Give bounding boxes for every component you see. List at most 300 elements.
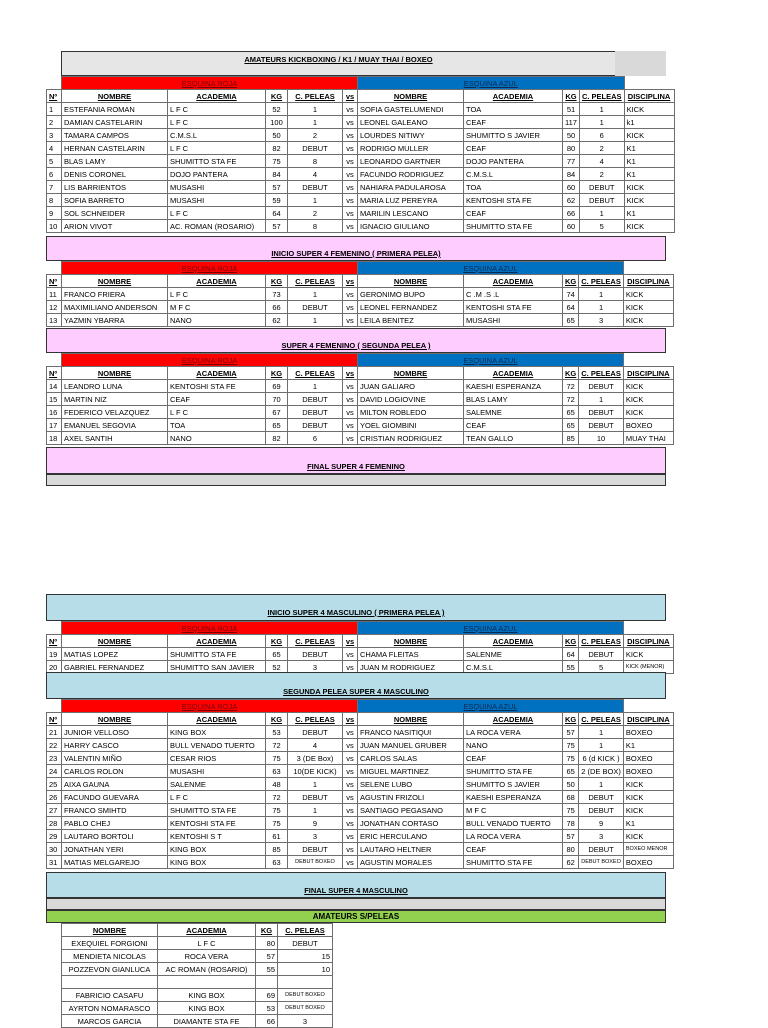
header-row xyxy=(47,90,675,103)
bottom-gray-bar-1 xyxy=(46,474,666,486)
col-fights-blue: C. PELEAS xyxy=(579,635,624,648)
vs-label: vs xyxy=(343,726,358,739)
fighter-name: AYRTON NOMARASCO xyxy=(62,1002,158,1015)
red-weight: 52 xyxy=(266,103,288,116)
blue-academy: TOA xyxy=(464,181,563,194)
section-title-fem-2: SUPER 4 FEMENINO ( SEGUNDA PELEA ) xyxy=(46,328,666,353)
col-academy-blue: ACADEMIA xyxy=(464,635,563,648)
red-weight: 84 xyxy=(266,168,288,181)
red-fights: 1 xyxy=(288,288,343,301)
vs-label: vs xyxy=(343,142,358,155)
blue-fights: 1 xyxy=(579,726,624,739)
blue-academy: LA ROCA VERA xyxy=(464,726,563,739)
blue-fights: 10 xyxy=(579,432,624,445)
col-discipline: DISCIPLINA xyxy=(623,275,673,288)
red-fighter-name: AXEL SANTIH xyxy=(62,432,168,445)
red-fights: DEBUT xyxy=(288,791,343,804)
table-row xyxy=(47,752,674,765)
blue-academy: CEAF xyxy=(464,419,563,432)
bout-number: 20 xyxy=(47,661,62,674)
blue-academy: C.M.S.L xyxy=(464,661,563,674)
blue-weight: 65 xyxy=(563,765,579,778)
red-weight: 67 xyxy=(266,406,288,419)
vs-label: vs xyxy=(343,380,358,393)
blue-academy: SHUMITTO S JAVIER xyxy=(464,129,563,142)
red-weight: 65 xyxy=(266,648,288,661)
col-discipline: DISCIPLINA xyxy=(624,90,674,103)
blue-fighter-name: NAHIARA PADULAROSA xyxy=(358,181,464,194)
col-academy-blue: ACADEMIA xyxy=(464,275,563,288)
red-academy: L F C xyxy=(168,207,266,220)
col-academy: ACADEMIA xyxy=(168,275,266,288)
table-row xyxy=(47,142,675,155)
col-name: NOMBRE xyxy=(62,90,168,103)
vs-label: vs xyxy=(343,804,358,817)
col-vs: vs xyxy=(343,90,358,103)
table-row xyxy=(47,791,674,804)
col-kg: KG xyxy=(266,635,288,648)
red-fights: 4 xyxy=(288,739,343,752)
discipline: KICK xyxy=(623,830,673,843)
table-row xyxy=(47,843,674,856)
header-row xyxy=(47,713,674,726)
blue-academy: C.M.S.L xyxy=(464,168,563,181)
table-row xyxy=(47,168,675,181)
red-fights: 1 xyxy=(288,103,343,116)
col-fights: C. PELEAS xyxy=(278,924,333,937)
blue-fights: 2 xyxy=(579,168,624,181)
col-academy: ACADEMIA xyxy=(168,635,266,648)
discipline: K1 xyxy=(623,817,673,830)
red-weight: 57 xyxy=(266,220,288,233)
red-fighter-name: ARION VIVOT xyxy=(62,220,168,233)
blue-fighter-name: CARLOS SALAS xyxy=(358,752,464,765)
red-fighter-name: GABRIEL FERNANDEZ xyxy=(62,661,168,674)
blue-weight: 72 xyxy=(563,393,579,406)
red-weight: 75 xyxy=(266,752,288,765)
vs-label: vs xyxy=(343,843,358,856)
col-vs: vs xyxy=(343,713,358,726)
fights xyxy=(278,976,333,989)
blue-fighter-name: AGUSTIN MORALES xyxy=(358,856,464,869)
weight: 80 xyxy=(256,937,278,950)
discipline: BOXEO xyxy=(623,726,673,739)
blue-academy: SHUMITTO STA FE xyxy=(464,220,563,233)
red-academy: MUSASHI xyxy=(168,194,266,207)
blue-fights: 6 xyxy=(579,129,624,142)
vs-label: vs xyxy=(343,194,358,207)
bout-number: 13 xyxy=(47,314,62,327)
col-vs: vs xyxy=(343,367,358,380)
discipline: KICK xyxy=(623,804,673,817)
col-fights-blue: C. PELEAS xyxy=(579,713,624,726)
blue-weight: 75 xyxy=(563,739,579,752)
bout-number: 30 xyxy=(47,843,62,856)
blue-fights: 1 xyxy=(579,739,624,752)
red-fighter-name: YAZMIN YBARRA xyxy=(62,314,168,327)
discipline: K1 xyxy=(624,142,674,155)
list-item xyxy=(62,937,333,950)
blue-fights: 1 xyxy=(579,301,624,314)
red-fights: 4 xyxy=(288,168,343,181)
bout-number: 1 xyxy=(47,103,62,116)
blue-fights: 1 xyxy=(579,103,624,116)
blue-fighter-name: JONATHAN CORTASO xyxy=(358,817,464,830)
vs-label: vs xyxy=(343,168,358,181)
bout-number: 4 xyxy=(47,142,62,155)
red-fights: 1 xyxy=(288,314,343,327)
bout-number: 7 xyxy=(47,181,62,194)
section-amateurs xyxy=(46,76,675,233)
red-fights: 8 xyxy=(288,155,343,168)
col-name: NOMBRE xyxy=(62,635,168,648)
red-fights: 1 xyxy=(288,778,343,791)
blue-weight: 78 xyxy=(563,817,579,830)
blue-weight: 62 xyxy=(563,856,579,869)
bout-number: 24 xyxy=(47,765,62,778)
bouts-table-4 xyxy=(46,621,674,674)
red-academy: L F C xyxy=(168,103,266,116)
red-fighter-name: DAMIAN CASTELARIN xyxy=(62,116,168,129)
red-weight: 64 xyxy=(266,207,288,220)
blue-fights: 3 xyxy=(579,830,624,843)
blue-academy: LA ROCA VERA xyxy=(464,830,563,843)
list-item xyxy=(62,989,333,1002)
col-name: NOMBRE xyxy=(62,275,168,288)
vs-label: vs xyxy=(343,207,358,220)
red-academy: SALENME xyxy=(168,778,266,791)
col-academy: ACADEMIA xyxy=(158,924,256,937)
corner-row xyxy=(47,700,674,713)
blue-fighter-name: FRANCO NASITIQUI xyxy=(358,726,464,739)
col-num: Nº xyxy=(47,635,62,648)
blue-fighter-name: SELENE LUBO xyxy=(358,778,464,791)
bout-number: 18 xyxy=(47,432,62,445)
red-weight: 75 xyxy=(266,817,288,830)
bout-number: 29 xyxy=(47,830,62,843)
col-academy-blue: ACADEMIA xyxy=(464,713,563,726)
blue-academy: KAESHI ESPERANZA xyxy=(464,791,563,804)
red-fighter-name: VALENTIN MIÑO xyxy=(62,752,168,765)
blue-fighter-name: GERONIMO BUPO xyxy=(358,288,464,301)
blue-fights: 9 xyxy=(579,817,624,830)
table-row xyxy=(47,393,674,406)
blue-weight: 57 xyxy=(563,726,579,739)
blue-fights: 2 xyxy=(579,142,624,155)
blue-academy: TEAN GALLO xyxy=(464,432,563,445)
blue-corner-label: ESQUINA AZUL xyxy=(358,77,625,90)
academy: AC ROMAN (ROSARIO) xyxy=(158,963,256,976)
red-fights: 2 xyxy=(288,129,343,142)
table-row xyxy=(47,726,674,739)
red-academy: DOJO PANTERA xyxy=(168,168,266,181)
red-fighter-name: TAMARA CAMPOS xyxy=(62,129,168,142)
red-fights: DEBUT xyxy=(288,301,343,314)
table-row xyxy=(47,314,674,327)
table-row xyxy=(47,739,674,752)
blue-weight: 77 xyxy=(563,155,580,168)
discipline: KICK (MENOR) xyxy=(623,661,673,674)
col-discipline: DISCIPLINA xyxy=(623,367,673,380)
col-fights: C. PELEAS xyxy=(288,713,343,726)
table-row xyxy=(47,406,674,419)
col-num: Nº xyxy=(47,275,62,288)
blue-fights: 1 xyxy=(579,116,624,129)
blue-fights: DEBUT xyxy=(579,380,624,393)
discipline: KICK xyxy=(623,288,673,301)
table-row xyxy=(47,778,674,791)
table-row xyxy=(47,116,675,129)
blue-academy: KENTOSHI STA FE xyxy=(464,194,563,207)
col-kg-blue: KG xyxy=(563,367,579,380)
table-row xyxy=(47,301,674,314)
red-fighter-name: MATIAS MELGAREJO xyxy=(62,856,168,869)
red-fights: 1 xyxy=(288,194,343,207)
section-masc-1 xyxy=(46,621,674,674)
blue-academy: SALENME xyxy=(464,648,563,661)
discipline: k1 xyxy=(624,116,674,129)
red-fights: 1 xyxy=(288,380,343,393)
list-item xyxy=(62,1015,333,1028)
red-fights: 2 xyxy=(288,207,343,220)
col-academy: ACADEMIA xyxy=(168,90,266,103)
discipline: K1 xyxy=(624,155,674,168)
col-vs: vs xyxy=(343,275,358,288)
blue-weight: 80 xyxy=(563,843,579,856)
table-row xyxy=(47,220,675,233)
table-row xyxy=(47,103,675,116)
table-row xyxy=(47,181,675,194)
discipline: KICK xyxy=(624,103,674,116)
blue-fighter-name: IGNACIO GIULIANO xyxy=(358,220,464,233)
table-row xyxy=(47,207,675,220)
blue-academy: KAESHI ESPERANZA xyxy=(464,380,563,393)
vs-label: vs xyxy=(343,155,358,168)
red-fights: 1 xyxy=(288,804,343,817)
bout-number: 6 xyxy=(47,168,62,181)
blue-fights: DEBUT xyxy=(579,194,624,207)
blue-academy: MUSASHI xyxy=(464,314,563,327)
blue-fighter-name: LEILA BENITEZ xyxy=(358,314,464,327)
col-kg: KG xyxy=(266,90,288,103)
blue-academy: SHUMITTO S JAVIER xyxy=(464,778,563,791)
amateurs-table xyxy=(61,923,333,1028)
red-fighter-name: HARRY CASCO xyxy=(62,739,168,752)
blue-academy: SALEMNE xyxy=(464,406,563,419)
blue-fights: 1 xyxy=(579,207,624,220)
red-fighter-name: MAXIMILIANO ANDERSON xyxy=(62,301,168,314)
blue-weight: 51 xyxy=(563,103,580,116)
table-row xyxy=(47,129,675,142)
blue-fighter-name: RODRIGO MULLER xyxy=(358,142,464,155)
corner-row xyxy=(47,622,674,635)
col-fights-blue: C. PELEAS xyxy=(579,90,624,103)
col-kg-blue: KG xyxy=(563,713,579,726)
blue-corner-label: ESQUINA AZUL xyxy=(358,700,624,713)
bout-number: 21 xyxy=(47,726,62,739)
bouts-table-5 xyxy=(46,699,674,869)
red-academy: SHUMITTO STA FE xyxy=(168,804,266,817)
red-weight: 61 xyxy=(266,830,288,843)
blue-fights: DEBUT xyxy=(579,406,624,419)
blue-academy: CEAF xyxy=(464,843,563,856)
blue-fights: DEBUT BOXEO xyxy=(579,856,624,869)
red-fighter-name: SOL SCHNEIDER xyxy=(62,207,168,220)
blue-fighter-name: LOURDES NITIWY xyxy=(358,129,464,142)
red-fights: DEBUT xyxy=(288,181,343,194)
blue-academy: M F C xyxy=(464,804,563,817)
table-row xyxy=(47,288,674,301)
red-corner-label: ESQUINA ROJA xyxy=(62,77,358,90)
red-academy: SHUMITTO SAN JAVIER xyxy=(168,661,266,674)
table-row xyxy=(47,155,675,168)
section-title-masc-2: SEGUNDA PELEA SUPER 4 MASCULINO xyxy=(46,672,666,699)
bout-number: 16 xyxy=(47,406,62,419)
weight xyxy=(256,976,278,989)
discipline: BOXEO xyxy=(623,856,673,869)
vs-label: vs xyxy=(343,301,358,314)
blue-academy: TOA xyxy=(464,103,563,116)
blue-fights: DEBUT xyxy=(579,648,624,661)
fighter-name: POZZEVON GIANLUCA xyxy=(62,963,158,976)
red-weight: 85 xyxy=(266,843,288,856)
red-fighter-name: DENIS CORONEL xyxy=(62,168,168,181)
red-academy: MUSASHI xyxy=(168,181,266,194)
blue-fighter-name: JUAN M RODRIGUEZ xyxy=(358,661,464,674)
vs-label: vs xyxy=(343,765,358,778)
col-num: Nº xyxy=(47,90,62,103)
red-fighter-name: LEANDRO LUNA xyxy=(62,380,168,393)
blue-weight: 68 xyxy=(563,791,579,804)
bout-number: 8 xyxy=(47,194,62,207)
blue-fighter-name: LEONEL GALEANO xyxy=(358,116,464,129)
red-fights: DEBUT BOXEO xyxy=(288,856,343,869)
section-title-fem-1: INICIO SUPER 4 FEMENINO ( PRIMERA PELEA) xyxy=(46,236,666,261)
blue-weight: 60 xyxy=(563,220,580,233)
discipline: KICK xyxy=(623,778,673,791)
blue-fights: 2 (DE BOX) xyxy=(579,765,624,778)
blue-weight: 75 xyxy=(563,804,579,817)
red-corner-label: ESQUINA ROJA xyxy=(62,622,358,635)
section-masc-2 xyxy=(46,699,674,869)
vs-label: vs xyxy=(343,406,358,419)
red-weight: 100 xyxy=(266,116,288,129)
red-weight: 63 xyxy=(266,856,288,869)
col-kg: KG xyxy=(266,367,288,380)
discipline: K1 xyxy=(624,207,674,220)
blue-fighter-name: CHAMA FLEITAS xyxy=(358,648,464,661)
blue-fighter-name: SOFIA GASTELUMENDI xyxy=(358,103,464,116)
red-weight: 72 xyxy=(266,791,288,804)
red-fights: 3 (DE Box) xyxy=(288,752,343,765)
red-weight: 66 xyxy=(266,301,288,314)
bout-number: 5 xyxy=(47,155,62,168)
weight: 53 xyxy=(256,1002,278,1015)
red-fighter-name: HERNAN CASTELARIN xyxy=(62,142,168,155)
red-fighter-name: FRANCO FRIERA xyxy=(62,288,168,301)
amateurs-title: AMATEURS S/PELEAS xyxy=(46,910,666,923)
bout-number: 2 xyxy=(47,116,62,129)
academy: KING BOX xyxy=(158,989,256,1002)
red-weight: 48 xyxy=(266,778,288,791)
academy: ROCA VERA xyxy=(158,950,256,963)
bout-number: 14 xyxy=(47,380,62,393)
table-row xyxy=(47,432,674,445)
red-weight: 70 xyxy=(266,393,288,406)
red-academy: SHUMITTO STA FE xyxy=(168,155,266,168)
bout-number: 26 xyxy=(47,791,62,804)
table-row xyxy=(47,817,674,830)
red-fights: 8 xyxy=(288,220,343,233)
red-fights: 3 xyxy=(288,830,343,843)
list-item xyxy=(62,963,333,976)
discipline: KICK xyxy=(623,393,673,406)
weight: 55 xyxy=(256,963,278,976)
red-fights: DEBUT xyxy=(288,406,343,419)
red-fighter-name: SOFIA BARRETO xyxy=(62,194,168,207)
fighter-name: MARCOS GARCIA xyxy=(62,1015,158,1028)
red-academy: KING BOX xyxy=(168,843,266,856)
red-fights: 9 xyxy=(288,817,343,830)
red-weight: 82 xyxy=(266,432,288,445)
col-fights: C. PELEAS xyxy=(288,275,343,288)
section-amateurs-sp xyxy=(61,923,333,1028)
fighter-name xyxy=(62,976,158,989)
academy: L F C xyxy=(158,937,256,950)
red-academy: C.M.S.L xyxy=(168,129,266,142)
vs-label: vs xyxy=(343,129,358,142)
blue-weight: 50 xyxy=(563,129,580,142)
vs-label: vs xyxy=(343,116,358,129)
red-academy: NANO xyxy=(168,432,266,445)
blue-weight: 80 xyxy=(563,142,580,155)
red-fighter-name: LIS BARRIENTOS xyxy=(62,181,168,194)
red-weight: 52 xyxy=(266,661,288,674)
red-academy: KENTOSHI S T xyxy=(168,830,266,843)
red-fights: 3 xyxy=(288,661,343,674)
amateurs-header-row xyxy=(62,924,333,937)
col-fights: C. PELEAS xyxy=(288,635,343,648)
fights: DEBUT xyxy=(278,937,333,950)
red-fighter-name: CARLOS ROLON xyxy=(62,765,168,778)
blue-weight: 75 xyxy=(563,752,579,765)
blue-fights: DEBUT xyxy=(579,181,624,194)
col-name-blue: NOMBRE xyxy=(358,713,464,726)
blue-weight: 65 xyxy=(563,419,579,432)
red-weight: 59 xyxy=(266,194,288,207)
vs-label: vs xyxy=(343,314,358,327)
discipline: KICK xyxy=(623,301,673,314)
blue-academy: SHUMITTO STA FE xyxy=(464,765,563,778)
bouts-table-3 xyxy=(46,353,674,445)
col-academy: ACADEMIA xyxy=(168,713,266,726)
vs-label: vs xyxy=(343,288,358,301)
blue-fighter-name: DAVID LOGIOVINE xyxy=(358,393,464,406)
discipline: KICK xyxy=(623,380,673,393)
final-fem-title: FINAL SUPER 4 FEMENINO xyxy=(46,447,666,474)
fights: DEBUT BOXEO xyxy=(278,1002,333,1015)
vs-label: vs xyxy=(343,830,358,843)
red-corner-label: ESQUINA ROJA xyxy=(62,262,358,275)
fights: 10 xyxy=(278,963,333,976)
col-fights-blue: C. PELEAS xyxy=(579,367,624,380)
red-weight: 73 xyxy=(266,288,288,301)
discipline: MUAY THAI xyxy=(623,432,673,445)
blue-weight: 64 xyxy=(563,648,579,661)
blue-corner-label: ESQUINA AZUL xyxy=(358,262,624,275)
blue-fights: 6 (d KICK ) xyxy=(579,752,624,765)
col-name-blue: NOMBRE xyxy=(358,367,464,380)
